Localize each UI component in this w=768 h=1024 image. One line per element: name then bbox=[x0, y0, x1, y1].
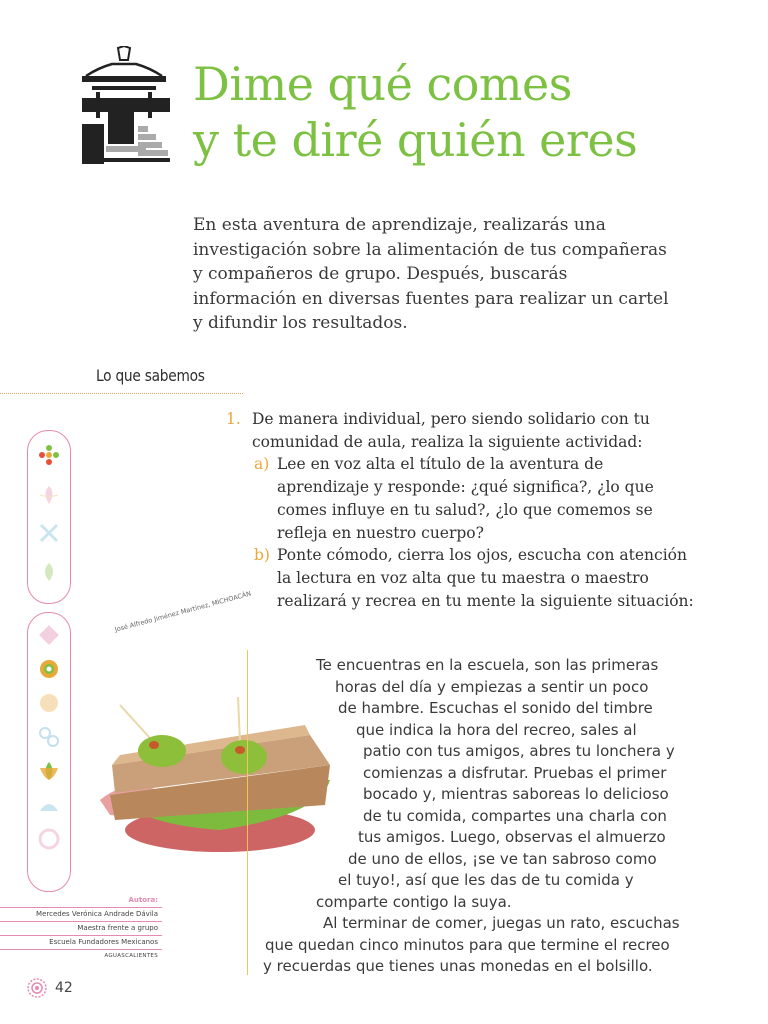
subitem-text: Ponte cómodo, cierra los ojos, escucha con atención la lectura en voz alta que tu maestra o maestro realizará y recrea en tu mente la siguiente situación: bbox=[277, 546, 694, 610]
activity-item bbox=[226, 408, 696, 453]
story-line: de hambre. Escuchas el sonido del timbre bbox=[338, 699, 653, 717]
story-line: que indica la hora del recreo, sales al bbox=[356, 720, 637, 739]
title-line-1: Dime qué comes bbox=[193, 57, 572, 111]
subitem-letter: a) bbox=[254, 455, 270, 474]
author-credits bbox=[0, 896, 162, 963]
story-line: bocado y, mientras saboreas lo delicioso bbox=[363, 785, 669, 803]
ornament-icon bbox=[26, 977, 48, 999]
activity-number: 1. bbox=[226, 410, 241, 428]
activity-text: De manera individual, pero siendo solidario con tu comunidad de aula, realiza la siguiente actividad: bbox=[252, 410, 650, 451]
intro-paragraph: En esta aventura de aprendizaje, realizarás una investigación sobre la alimentación de tus compañeras y compañeros de grupo. Después, buscarás información en diversas fuentes para realizar un cartel y difundir los resultados. bbox=[193, 215, 669, 333]
ornament-icon bbox=[37, 793, 61, 817]
activity-subitem-b bbox=[254, 544, 696, 612]
lotus-icon bbox=[37, 759, 61, 783]
section-heading: Lo que sabemos bbox=[96, 366, 205, 385]
author-role: Maestra frente a grupo bbox=[0, 921, 162, 935]
story-line: comienzas a disfrutar. Pruebas el primer bbox=[363, 763, 667, 782]
illustration-credit: José Alfredo Jiménez Martínez, MICHOACÁN bbox=[114, 589, 252, 634]
story-text bbox=[260, 655, 700, 978]
subitem-letter: b) bbox=[254, 546, 270, 565]
story-line: horas del día y empiezas a sentir un poco bbox=[335, 677, 649, 696]
story-divider bbox=[247, 650, 248, 975]
subitem-text: Lee en voz alta el título de la aventura de aprendizaje y responde: ¿qué significa?, ¿lo que comes influye en tu salud?, ¿lo que comemos se refleja en nuestro cuerpo? bbox=[277, 455, 654, 542]
ornament-icon bbox=[37, 691, 61, 715]
page-title bbox=[193, 56, 637, 168]
story-line: tus amigos. Luego, observas el almuerzo bbox=[358, 828, 666, 846]
ornament-icon bbox=[37, 827, 61, 851]
author-name: Mercedes Verónica Andrade Dávila bbox=[0, 907, 162, 921]
story-line: Te encuentras en la escuela, son las primeras bbox=[316, 656, 659, 674]
activity-subitem-a bbox=[254, 453, 696, 544]
title-line-2: y te diré quién eres bbox=[193, 113, 638, 167]
page-number: 42 bbox=[55, 980, 73, 996]
author-state: AGUASCALIENTES bbox=[0, 949, 162, 963]
lotus-icon bbox=[37, 559, 61, 583]
icon-pill-top bbox=[27, 430, 71, 604]
lotus-icon bbox=[37, 483, 61, 507]
author-label: Autora: bbox=[128, 896, 158, 904]
author-school: Escuela Fundadores Mexicanos bbox=[0, 935, 162, 949]
story-line: de uno de ellos, ¡se ve tan sabroso como bbox=[348, 849, 657, 868]
building-logo-icon bbox=[78, 46, 170, 164]
story-line: comparte contigo la suya. bbox=[316, 892, 512, 911]
ornament-icon bbox=[37, 725, 61, 749]
activity-list bbox=[226, 408, 696, 612]
lotus-icon bbox=[37, 521, 61, 545]
ornament-icon bbox=[37, 623, 61, 647]
flower-icon bbox=[37, 443, 61, 467]
sun-icon bbox=[37, 657, 61, 681]
story-line: patio con tus amigos, abres tu lonchera y bbox=[363, 742, 675, 760]
icon-pill-bottom bbox=[27, 612, 71, 892]
story-line: Al terminar de comer, juegas un rato, escuchas bbox=[323, 914, 680, 932]
story-line: de tu comida, compartes una charla con bbox=[363, 806, 667, 825]
section-divider bbox=[0, 393, 243, 394]
story-line: y recuerdas que tienes unas monedas en el bolsillo. bbox=[263, 957, 653, 975]
story-line: el tuyo!, así que les das de tu comida y bbox=[338, 871, 634, 889]
story-line: que quedan cinco minutos para que termine el recreo bbox=[265, 935, 670, 954]
